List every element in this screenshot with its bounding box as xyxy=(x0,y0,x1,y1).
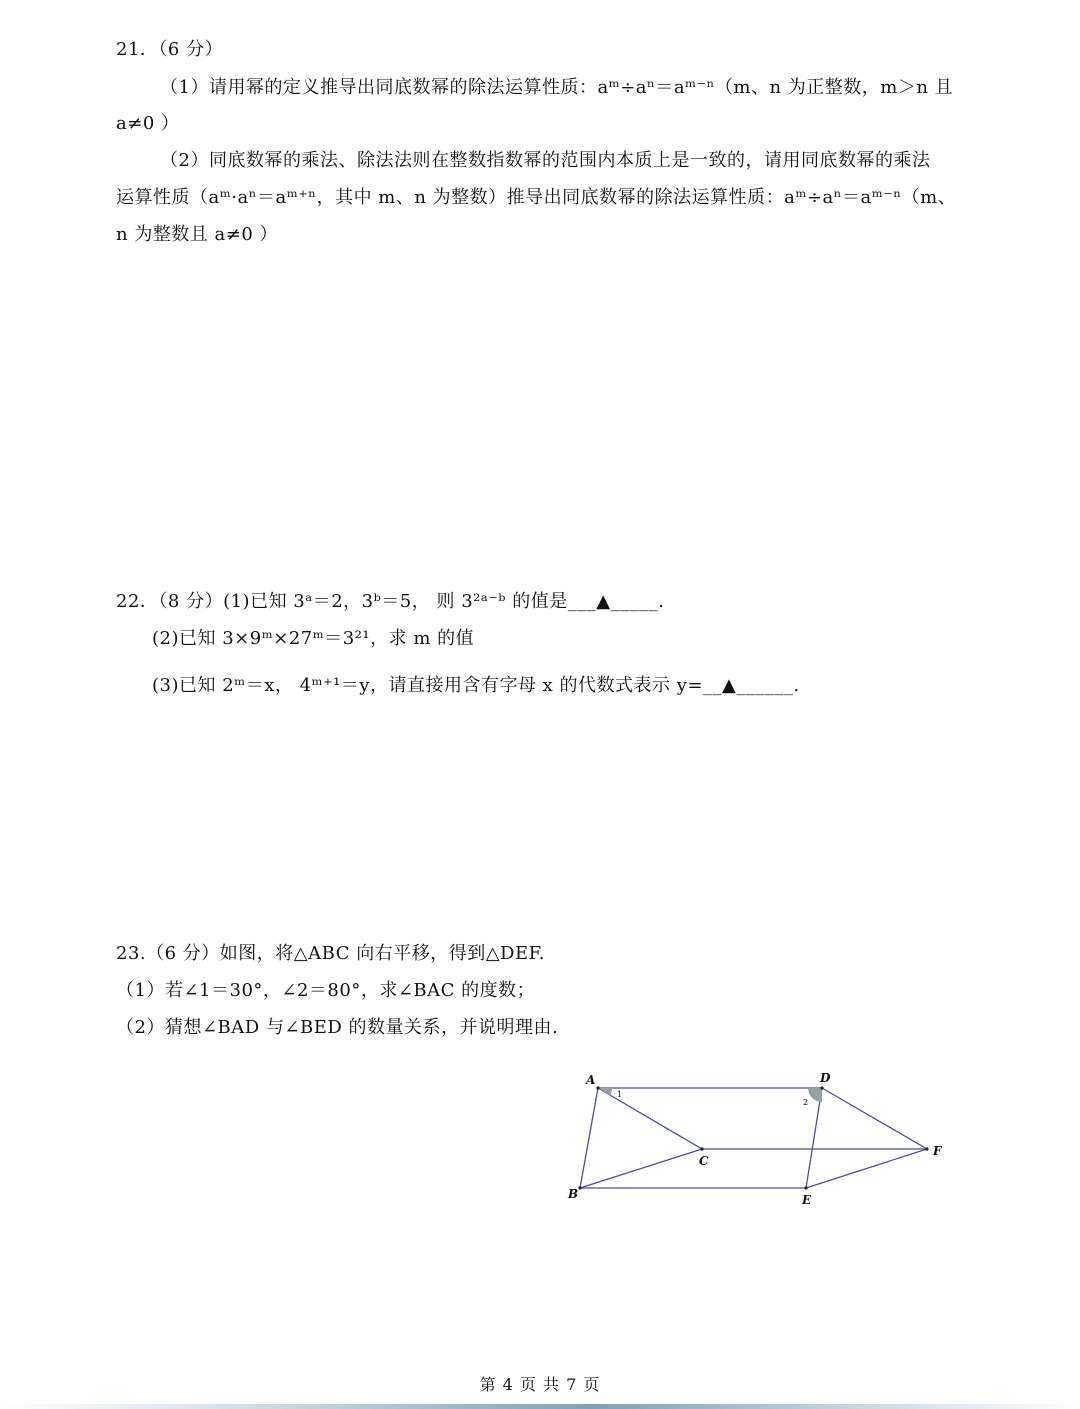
point-a xyxy=(596,1086,599,1089)
point-f xyxy=(925,1147,928,1150)
q21-part2-line1: （2）同底数幂的乘法、除法法则在整数指数幂的范围内本质上是一致的，请用同底数幂的乘法 xyxy=(160,150,931,171)
label-f: F xyxy=(933,1144,942,1158)
segment-ab xyxy=(580,1088,598,1188)
q21-part1-line2: a≠0 ） xyxy=(116,113,180,134)
angle-2-mark xyxy=(808,1088,822,1102)
label-e: E xyxy=(802,1193,812,1207)
segment-df xyxy=(822,1088,927,1149)
label-angle-1: 1 xyxy=(617,1090,623,1099)
point-d xyxy=(820,1086,823,1089)
point-e xyxy=(804,1186,807,1189)
q23-line3: （2）猜想∠BAD 与∠BED 的数量关系，并说明理由. xyxy=(116,1017,559,1038)
label-angle-2: 2 xyxy=(803,1098,809,1107)
label-a: A xyxy=(586,1073,596,1087)
translation-figure xyxy=(560,1062,960,1212)
point-b xyxy=(578,1186,581,1189)
segment-de xyxy=(806,1088,822,1188)
q22-line2: (2)已知 3×9ᵐ×27ᵐ＝3²¹，求 m 的值 xyxy=(152,628,475,649)
label-b: B xyxy=(568,1187,579,1201)
angle-1-mark xyxy=(598,1088,613,1096)
bottom-decorative-bar xyxy=(0,1404,1080,1409)
label-c: C xyxy=(699,1154,709,1168)
label-d: D xyxy=(820,1071,831,1085)
q23-line1: 23.（6 分）如图，将△ABC 向右平移，得到△DEF. xyxy=(116,943,546,964)
q22-line3: (3)已知 2ᵐ＝x， 4ᵐ⁺¹＝y，请直接用含有字母 x 的代数式表示 y=__▲______. xyxy=(152,675,800,696)
q21-part2-line2: 运算性质（aᵐ·aⁿ＝aᵐ⁺ⁿ，其中 m、n 为整数）推导出同底数幂的除法运算性质：aᵐ÷aⁿ＝aᵐ⁻ⁿ（m、 xyxy=(116,187,957,208)
q22-line1: 22．（8 分）(1)已知 3ᵃ＝2，3ᵇ＝5， 则 3²ᵃ⁻ᵇ 的值是___▲_____. xyxy=(116,591,665,612)
q23-line2: （1）若∠1＝30°，∠2＝80°，求∠BAC 的度数； xyxy=(116,980,536,1001)
segment-bc xyxy=(580,1149,702,1188)
page-number-footer: 第 4 页 共 7 页 xyxy=(479,1375,601,1394)
segment-ac xyxy=(598,1088,702,1149)
segment-ef xyxy=(806,1149,927,1188)
q21-part2-line3: n 为整数且 a≠0 ） xyxy=(116,224,279,245)
q21-header: 21．（6 分） xyxy=(116,39,224,60)
point-c xyxy=(700,1147,703,1150)
q21-part1-line1: （1）请用幂的定义推导出同底数幂的除法运算性质：aᵐ÷aⁿ＝aᵐ⁻ⁿ（m、n 为正整数，m＞n 且 xyxy=(160,77,954,98)
